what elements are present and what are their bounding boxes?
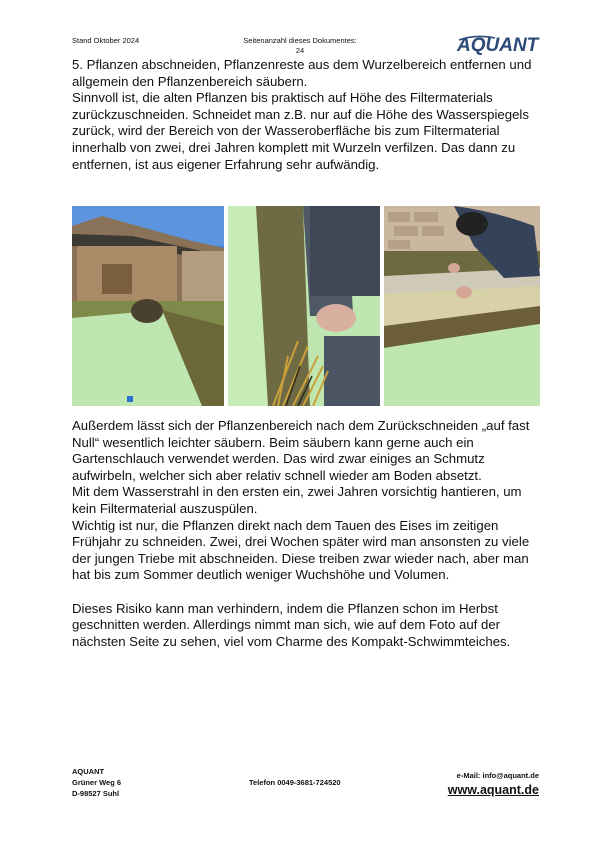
header-pagecount: Seitenanzahl dieses Dokumentes: 24 <box>243 36 357 55</box>
paragraph-water-jet: Mit dem Wasserstrahl in den ersten ein, zwei Jahren vorsichtig hantieren, um kein Filtermaterial auszuspülen. <box>72 484 522 516</box>
footer-website-link[interactable]: www.aquant.de <box>447 783 539 797</box>
header-date: Stand Oktober 2024 <box>72 36 140 45</box>
photo-pool-cleaning <box>384 206 540 406</box>
paragraph-cleaning: Außerdem lässt sich der Pflanzenbereich nach dem Zurückschneiden „auf fast Null“ wesentlich leichter säubern. Beim säubern kann gerne auch ein Gartenschlauch verwendet werden. Das wird zwar einiges an Schmutz aufwirbeln, welcher sich aber relativ schnell wieder am Boden absetzt. <box>72 418 530 483</box>
photo-pool-house <box>72 206 224 406</box>
logo-swoosh-icon <box>455 34 541 56</box>
paragraph-timing: Wichtig ist nur, die Pflanzen direkt nach dem Tauen des Eises im zeitigen Frühjahr zu schneiden. Zwei, drei Wochen später wird man ansonsten zu viele der jungen Triebe mit abschneiden. Diese treiben zwar wieder nach, aber man hat bis zum Sommer deutlich weniger Wuchshöhe und Volumen. <box>72 517 530 583</box>
photo-reed-cutting <box>228 206 380 406</box>
paragraph-step5: 5. Pflanzen abschneiden, Pflanzenreste aus dem Wurzelbereich entfernen und allgemein den Pflanzenbereich säubern. <box>72 57 532 89</box>
photo-strip <box>72 206 540 406</box>
paragraph-risk: Dieses Risiko kann man verhindern, indem die Pflanzen schon im Herbst geschnitten werden. Allerdings nimmt man sich, wie auf dem Foto auf der nächsten Seite zu sehen, viel vom Charme des Kompakt-Schwimmteiches. <box>72 600 511 649</box>
footer-company: AQUANT <box>72 767 105 776</box>
footer-email-link[interactable]: e-Mail: info@aquant.de <box>456 771 539 780</box>
paragraph-cut-advice: Sinnvoll ist, die alten Pflanzen bis praktisch auf Höhe des Filtermaterials zurückzuschneiden. Schneidet man z.B. nur auf die Höhe des Wasserspiegels zurück, wird der Bereich von der Wasseroberfläche bis zum Filtermaterial innerhalb von zwei, drei Jahren komplett mit Wurzeln verfilzen. Das dann zu entfernen, ist aus eigener Erfahrung sehr aufwändig. <box>72 90 529 172</box>
paragraph-gap <box>72 584 542 601</box>
text-block-top <box>72 57 542 173</box>
footer-phone: Telefon 0049-3681-724520 <box>249 778 341 787</box>
footer-street: Grüner Weg 6 <box>72 778 122 787</box>
svg-text:AQUANT: AQUANT <box>457 35 539 56</box>
aquant-logo <box>455 34 541 56</box>
footer-address <box>72 766 121 799</box>
footer-city: D-98527 Suhl <box>72 789 120 798</box>
text-block-bottom <box>72 418 542 650</box>
